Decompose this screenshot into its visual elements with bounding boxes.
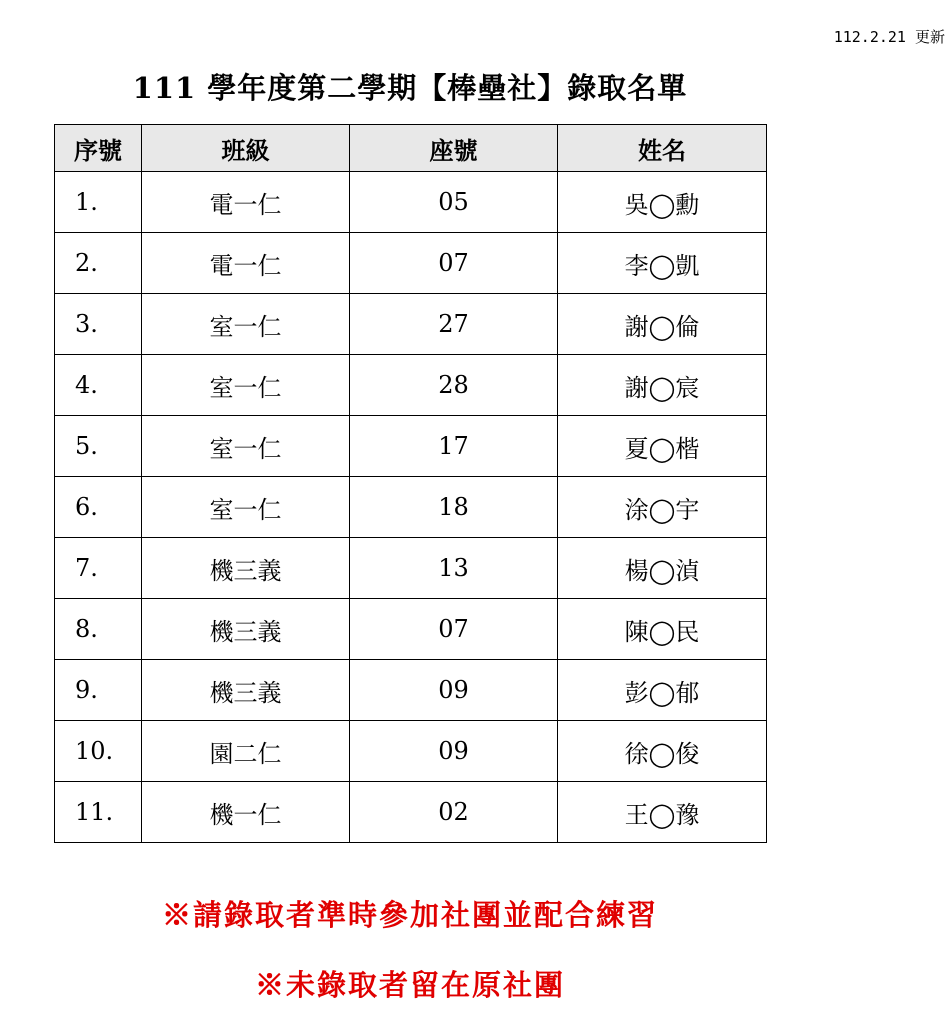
cell-index: 4. — [55, 355, 142, 416]
cell-name: 謝◯宸 — [558, 355, 767, 416]
page-title: 111 學年度第二學期【棒壘社】錄取名單 — [132, 71, 688, 105]
table-row — [55, 172, 767, 233]
table-row — [55, 660, 767, 721]
table-header-row — [55, 125, 767, 172]
table-row — [55, 599, 767, 660]
cell-class: 機一仁 — [142, 782, 350, 843]
cell-seat: 09 — [350, 721, 558, 782]
table-row — [55, 782, 767, 843]
table-row — [55, 416, 767, 477]
cell-index: 7. — [55, 538, 142, 599]
column-header-seat: 座號 — [350, 125, 558, 172]
cell-seat: 09 — [350, 660, 558, 721]
cell-seat: 07 — [350, 599, 558, 660]
table-row — [55, 294, 767, 355]
cell-seat: 07 — [350, 233, 558, 294]
roster-table — [54, 124, 767, 843]
cell-seat: 27 — [350, 294, 558, 355]
cell-class: 室一仁 — [142, 477, 350, 538]
cell-class: 室一仁 — [142, 416, 350, 477]
cell-index: 9. — [55, 660, 142, 721]
column-header-index: 序號 — [55, 125, 142, 172]
column-header-class: 班級 — [142, 125, 350, 172]
cell-name: 謝◯倫 — [558, 294, 767, 355]
cell-name: 夏◯楷 — [558, 416, 767, 477]
cell-name: 涂◯宇 — [558, 477, 767, 538]
cell-class: 室一仁 — [142, 355, 350, 416]
cell-name: 楊◯湞 — [558, 538, 767, 599]
cell-name: 陳◯民 — [558, 599, 767, 660]
cell-class: 電一仁 — [142, 172, 350, 233]
cell-seat: 28 — [350, 355, 558, 416]
cell-class: 電一仁 — [142, 233, 350, 294]
cell-seat: 17 — [350, 416, 558, 477]
notice-attend-practice: ※請錄取者準時參加社團並配合練習 — [161, 898, 658, 932]
cell-seat: 02 — [350, 782, 558, 843]
table-row — [55, 233, 767, 294]
cell-index: 6. — [55, 477, 142, 538]
cell-seat: 18 — [350, 477, 558, 538]
table-row — [55, 721, 767, 782]
cell-name: 李◯凱 — [558, 233, 767, 294]
cell-index: 10. — [55, 721, 142, 782]
cell-index: 1. — [55, 172, 142, 233]
cell-name: 彭◯郁 — [558, 660, 767, 721]
cell-seat: 13 — [350, 538, 558, 599]
table-row — [55, 477, 767, 538]
table-row — [55, 355, 767, 416]
update-date: 112.2.21 更新 — [833, 28, 945, 46]
cell-class: 園二仁 — [142, 721, 350, 782]
column-header-name: 姓名 — [558, 125, 767, 172]
cell-class: 機三義 — [142, 599, 350, 660]
cell-index: 2. — [55, 233, 142, 294]
cell-name: 吳◯勳 — [558, 172, 767, 233]
table-row — [55, 538, 767, 599]
cell-class: 機三義 — [142, 660, 350, 721]
cell-name: 王◯豫 — [558, 782, 767, 843]
cell-index: 11. — [55, 782, 142, 843]
cell-name: 徐◯俊 — [558, 721, 767, 782]
cell-seat: 05 — [350, 172, 558, 233]
table-body — [55, 172, 767, 843]
cell-class: 機三義 — [142, 538, 350, 599]
cell-index: 3. — [55, 294, 142, 355]
cell-class: 室一仁 — [142, 294, 350, 355]
notice-not-admitted: ※未錄取者留在原社團 — [254, 968, 565, 1002]
cell-index: 5. — [55, 416, 142, 477]
cell-index: 8. — [55, 599, 142, 660]
